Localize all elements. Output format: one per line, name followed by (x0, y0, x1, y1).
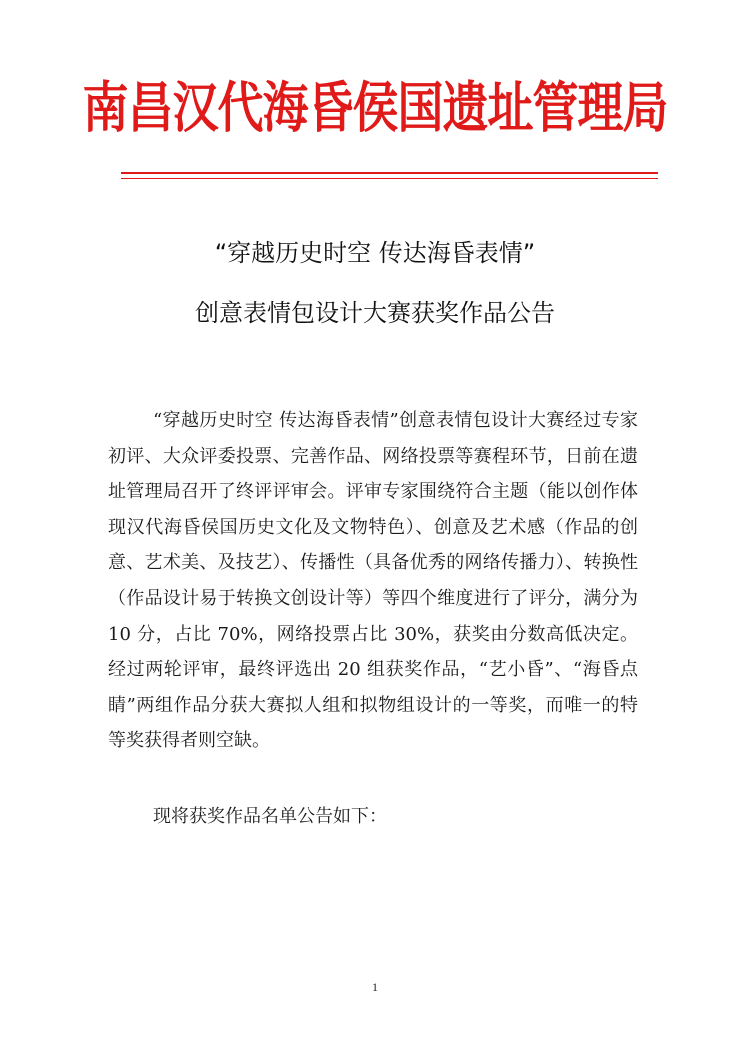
page-number: 1 (372, 980, 378, 994)
organization-name: 南昌汉代海昏侯国遗址管理局 (82, 75, 668, 140)
letterhead-rule-thick (121, 172, 658, 174)
letterhead-rule-thin (121, 178, 658, 179)
body-paragraph-1: “穿越历史时空 传达海昏表情”创意表情包设计大赛经过专家初评、大众评委投票、完善作品、网络投票等赛程环节，日前在遗址管理局召开了终评评审会。评审专家围绕符合主题（能以创作体现汉代海昏侯国历史文化及文物特色）、创意及艺术感（作品的创意、艺术美、及技艺）、传播性（具备优秀的网络传播力）、转换性（作品设计易于转换文创设计等）等四个维度进行了评分，满分为 10 分，占比 70%，网络投票占比 30%，获奖由分数高低决定。经过两轮评审，最终评选出 20 组获奖作品，“艺小昏”、“海昏点睛”两组作品分获大赛拟人组和拟物组设计的一等奖，而唯一的特等奖获得者则空缺。 (108, 410, 638, 752)
announcement-title-line-2: 创意表情包设计大赛获奖作品公告 (195, 299, 555, 327)
announcement-title-line-1: “穿越历史时空 传达海昏表情” (214, 239, 536, 267)
body-paragraph-2: 现将获奖作品名单公告如下： (153, 806, 387, 827)
letterhead (0, 75, 750, 142)
